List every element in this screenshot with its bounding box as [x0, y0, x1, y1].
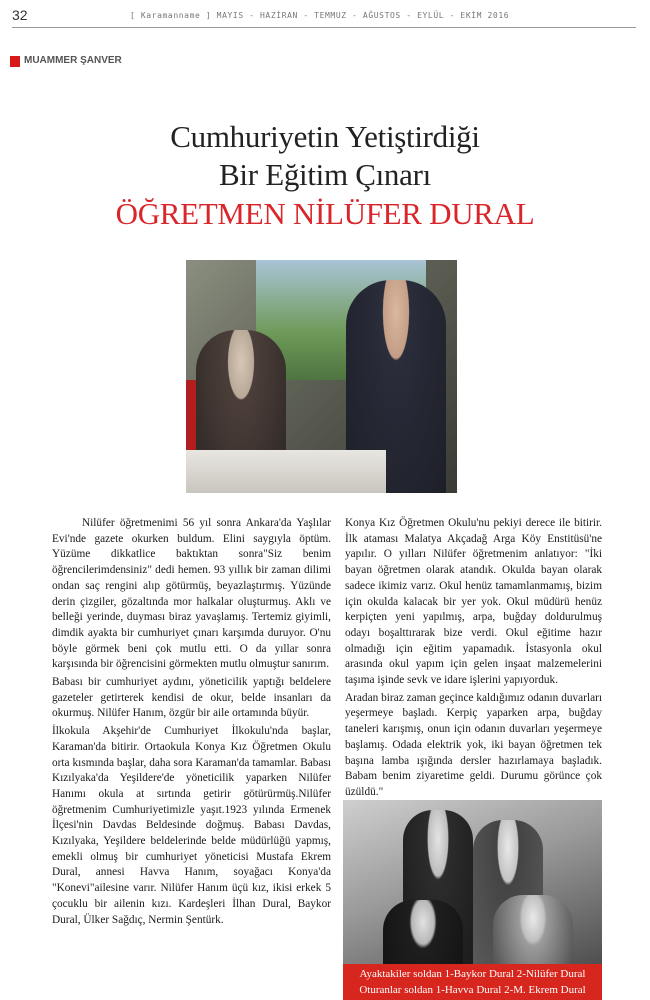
- page-header: [0, 0, 650, 30]
- title-line-2: Bir Eğitim Çınarı: [219, 157, 431, 192]
- article-column-left: [52, 516, 331, 930]
- page-number: 32: [12, 7, 28, 23]
- photo-caption: [343, 964, 602, 1000]
- red-square-icon: [10, 56, 20, 67]
- photo-table: [186, 450, 386, 493]
- header-divider: [12, 27, 636, 28]
- paragraph: İlkokula Akşehir'de Cumhuriyet İlkokulu'nda başlar, Karaman'da bitirir. Ortaokula Konya Kız Öğretmen Okulu orta kısmında başlar, daha sora Karaman'da tamamlar. Babası Kızılyaka'da Yeşildere'de yöneticilik yaparken Nilüfer Hanımı okula at sırtında getirir götürürmüş.Nilüfer öğretmenim Cumhuriyetimizle yaşıt.1923 yılında Ermenek İlçesi'nin Davdas Beldesinde doğmuş. Babası Davdas, Kızılyaka, Yeşildere beldelerinde belde müdürlüğü yapmış, emekli olmuş bir cumhuriyet yöneticisi Mustafa Ekrem Dural, annesi Havva Hanım, soyağacı Konya'da "Konevi"ailesine varır. Nilüfer Hanım üçü kız, ikisi erkek 5 çocuklu bir ailenin kızı. Kardeşleri İlhan Dural, Baykor Dural, Ülker Sağdıç, Nermin Şentürk.: [52, 725, 331, 926]
- paragraph: Aradan biraz zaman geçince kaldığımız odanın duvarları yeşermeye başladı. Kerpiç yaparken arpa, buğday taneleri karışmış, onun için odanın duvarları yeşermeye başlamış. Odada elektrik yok, iki bayan öğretmen tek başına lamba ışığında dersler hazırlamaya başladık. Babam benim ziyaretime geldi. Durumu görünce çok üzüldü.": [345, 691, 602, 798]
- article-title: [40, 118, 610, 234]
- main-photo: [186, 260, 457, 493]
- title-line-3: ÖĞRETMEN NİLÜFER DURAL: [115, 196, 535, 231]
- caption-line-1: Ayaktakiler soldan 1-Baykor Dural 2-Nilüfer Dural: [359, 968, 586, 980]
- paragraph: Nilüfer öğretmenimi 56 yıl sonra Ankara'da Yaşlılar Evi'nde gazete okurken buldum. Elini saygıyla öptüm. Yüzüme dikkatlice baktıktan sonra"Siz benim öğrencilerimdensiniz" dedi hemen. 93 yıllık bir zaman dilimi ondan saç rengini alıp götürmüş, beyazlaştırmış. Yüzünde derin çizgiler, gözaltında mor halkalar oluşturmuş. Aklı ve belleği yerinde, duyması biraz yavaşlamış. Tertemiz giyimli, dimdik ayakta bir cumhuriyet çınarı karşımda duruyor. O'nu böyle görmek beni çok mutlu etti. O da yıllar sonra karşısında bir öğrencisini görmekten mutlu olmuştur sanırım.: [52, 517, 331, 671]
- title-line-1: Cumhuriyetin Yetiştirdiği: [170, 119, 480, 154]
- author-name: MUAMMER ŞANVER: [24, 55, 122, 66]
- running-header: [ Karamanname ] MAYIS - HAZİRAN - TEMMUZ - AĞUSTOS - EYLÜL - EKİM 2016: [130, 11, 510, 20]
- paragraph: Babası bir cumhuriyet aydını, yöneticilik yaptığı beldelere gazeteler getirterek kendisi de okur, belde insanları da okurmuş. Nilüfer Hanım, özgür bir aile ortamında büyür.: [52, 676, 331, 720]
- paragraph: Konya Kız Öğretmen Okulu'nu pekiyi derece ile bitirir. İlk ataması Malatya Akçadağ Arga Köy Enstitüsü'ne yapılır. O yılları Nilüfer öğretmenim anlatıyor: "İki bayan öğretmen olarak atandık. Okulda bayan olarak sadece ikimiz varız. Okul henüz tamamlanmamış, bizim için okulda kalacak bir yer yok. Okul müdürü henüz kerpiçten yeni yapılmış, arpa, buğday doldurulmuş odayı boşalttırarak bize verdi. Okul eğitime hazır olmadığı için eğitim yapamadık. İstasyonla okul arasında okul yapım için gelen inşaat malzemelerini taşıma işinde sevk ve idare işlerini yapıyorduk.: [345, 517, 602, 687]
- caption-line-2: Oturanlar soldan 1-Havva Dural 2-M. Ekrem Dural: [359, 984, 586, 996]
- article-column-right: [345, 516, 602, 803]
